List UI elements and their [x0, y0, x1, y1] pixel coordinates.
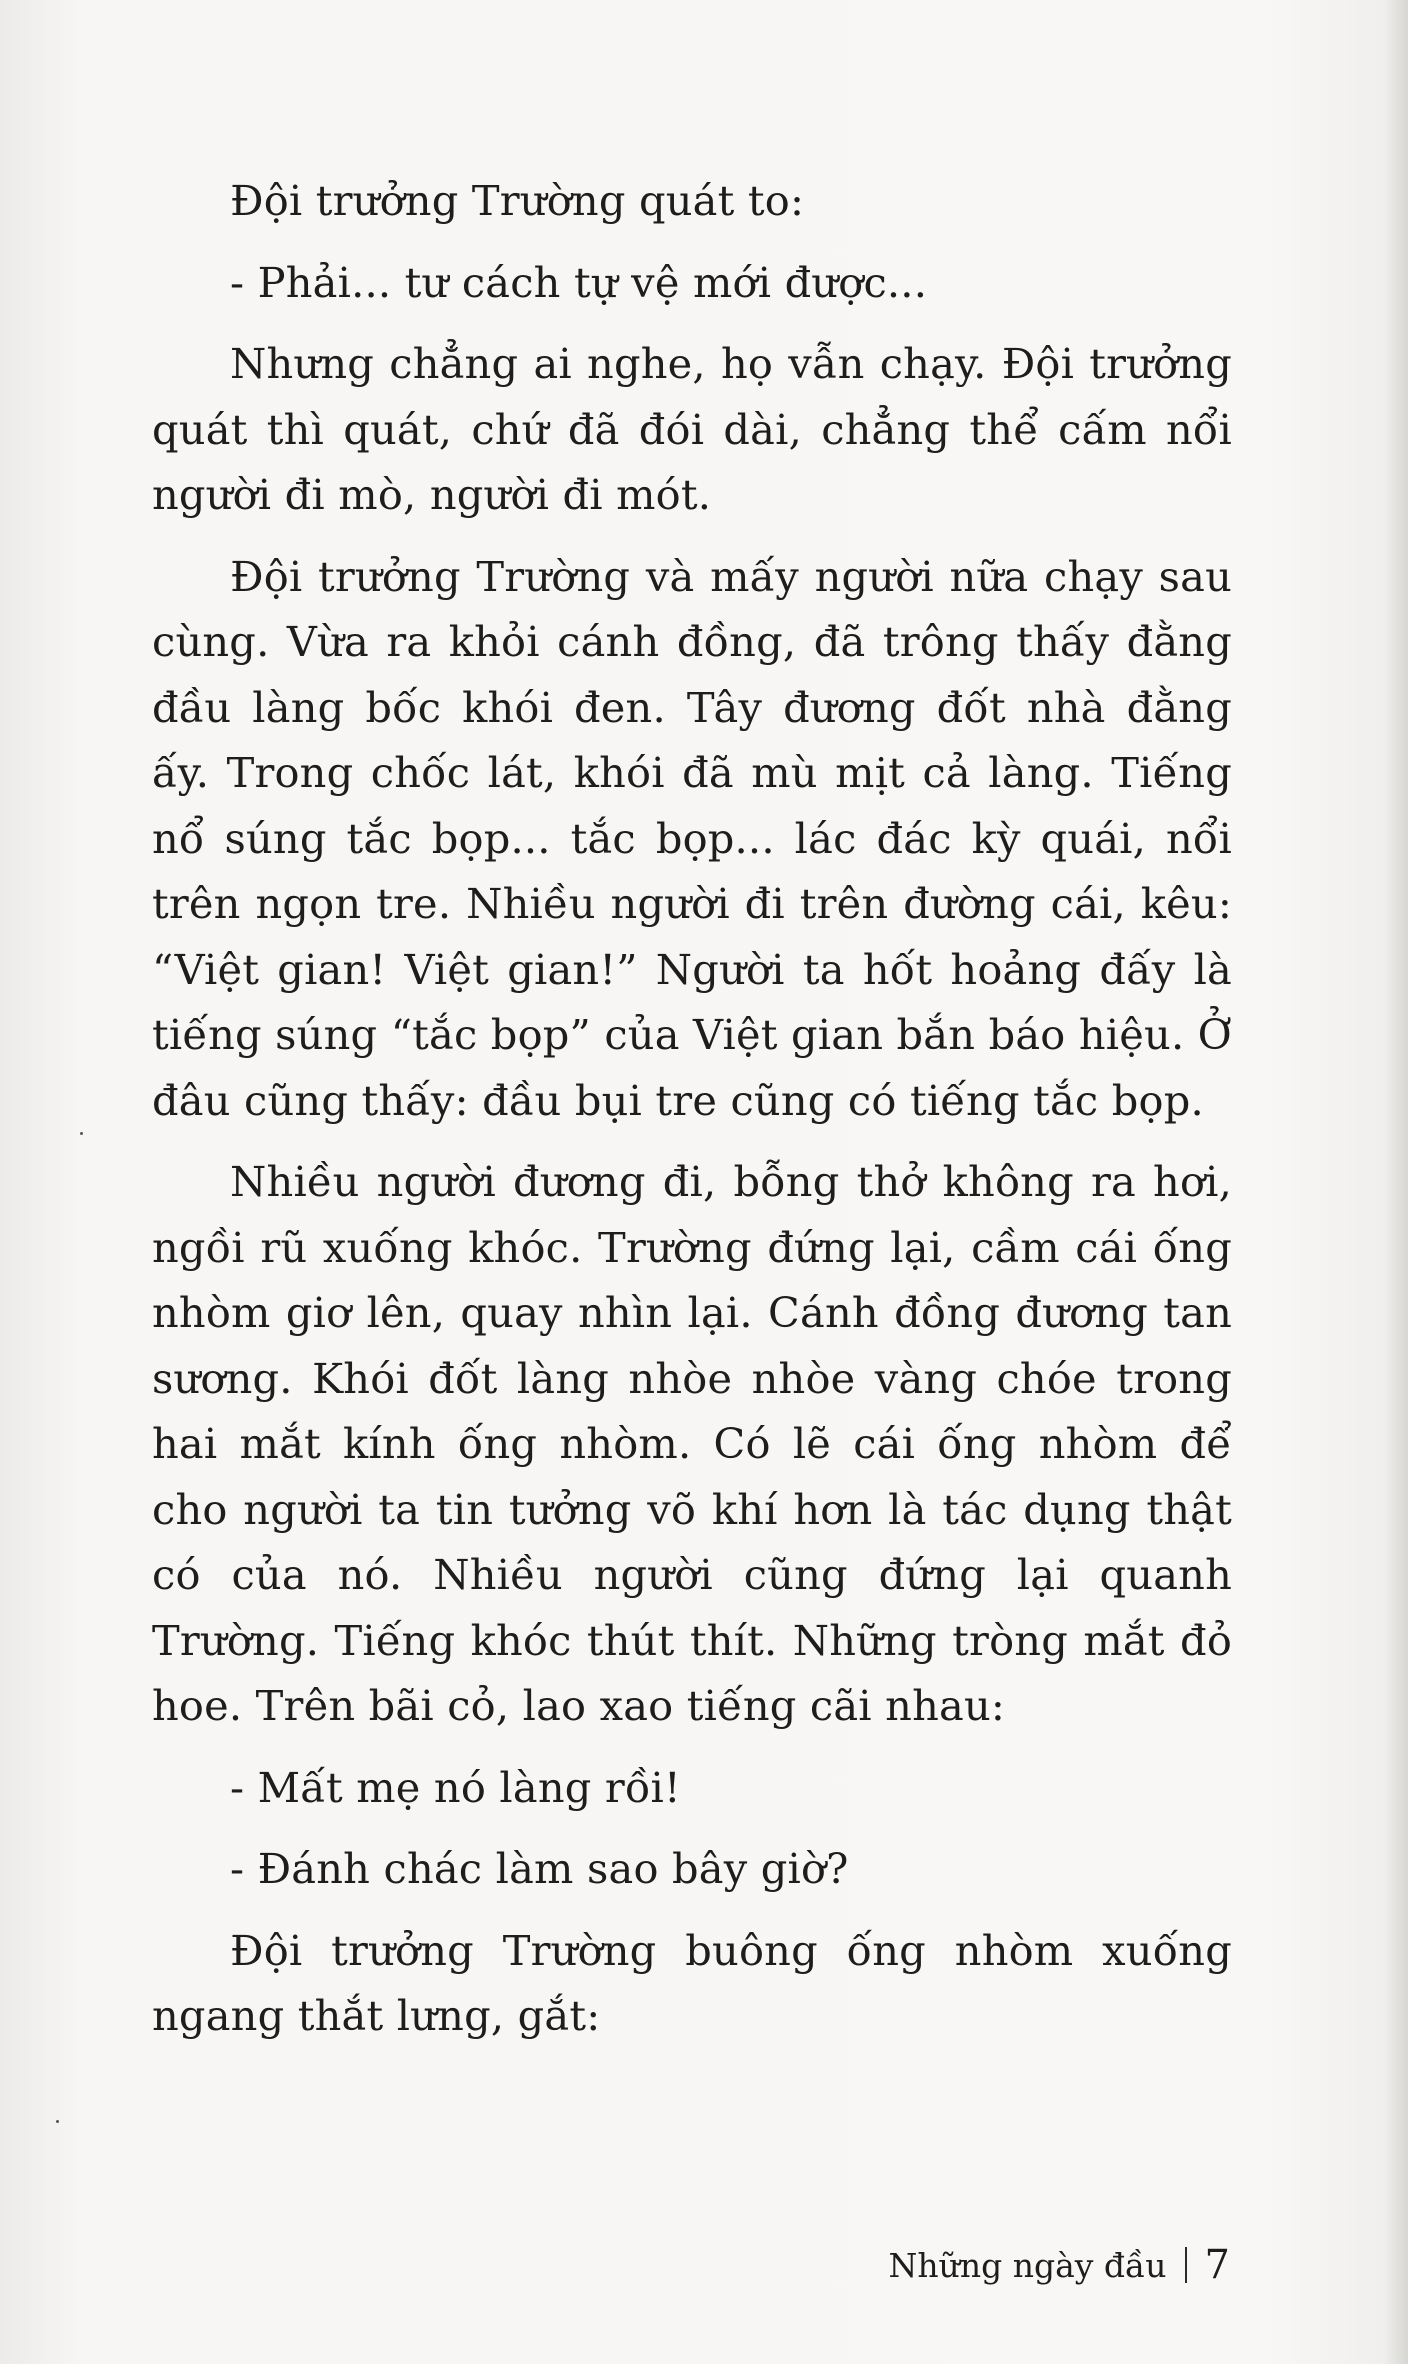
dialogue-line: - Phải... tư cách tự vệ mới được... [230, 257, 928, 307]
page-number: 7 [1204, 2242, 1230, 2288]
dialogue-line: - Mất mẹ nó làng rồi! [230, 1762, 681, 1812]
footer-divider [1185, 2247, 1187, 2283]
dialogue-line: - Đánh chác làm sao bây giờ? [230, 1844, 849, 1893]
paragraph: Đội trưởng Trường buông ống nhòm xuống ngang thắt lưng, gắt: [152, 1925, 1232, 2040]
page-edge-shadow [1384, 0, 1408, 2364]
paragraph: Nhưng chẳng ai nghe, họ vẫn chạy. Đội trưởng quát thì quát, chứ đã đói dài, chẳng thể cấm nổi người đi mò, người đi mót. [152, 339, 1232, 519]
paragraph: Đội trưởng Trường và mấy người nữa chạy sau cùng. Vừa ra khỏi cánh đồng, đã trông thấy đằng đầu làng bốc khói đen. Tây đương đốt nhà đằng ấy. Trong chốc lát, khói đã mù mịt cả làng. Tiếng nổ súng tắc bọp... tắc bọp... lác đác kỳ quái, nổi trên ngọn tre. Nhiều người đi trên đường cái, kêu: “Việt gian! Việt gian!” Người ta hốt hoảng đấy là tiếng súng “tắc bọp” của Việt gian bắn báo hiệu. Ở đâu cũng thấy: đầu bụi tre cũng có tiếng tắc bọp. [152, 551, 1232, 1125]
paper-speck [56, 2120, 59, 2123]
page-footer [889, 2242, 1231, 2288]
paragraph: Nhiều người đương đi, bỗng thở không ra hơi, ngồi rũ xuống khóc. Trường đứng lại, cầm cái ống nhòm giơ lên, quay nhìn lại. Cánh đồng đương tan sương. Khói đốt làng nhòe nhòe vàng chóe trong hai mắt kính ống nhòm. Có lẽ cái ống nhòm để cho người ta tin tưởng võ khí hơn là tác dụng thật có của nó. Nhiều người cũng đứng lại quanh Trường. Tiếng khóc thút thít. Những tròng mắt đỏ hoe. Trên bãi cỏ, lao xao tiếng cãi nhau: [152, 1157, 1232, 1730]
body-text [152, 168, 1232, 2049]
paper-speck [80, 1132, 83, 1135]
running-title: Những ngày đầu [888, 2245, 1167, 2285]
paragraph: Đội trưởng Trường quát to: [230, 176, 805, 225]
